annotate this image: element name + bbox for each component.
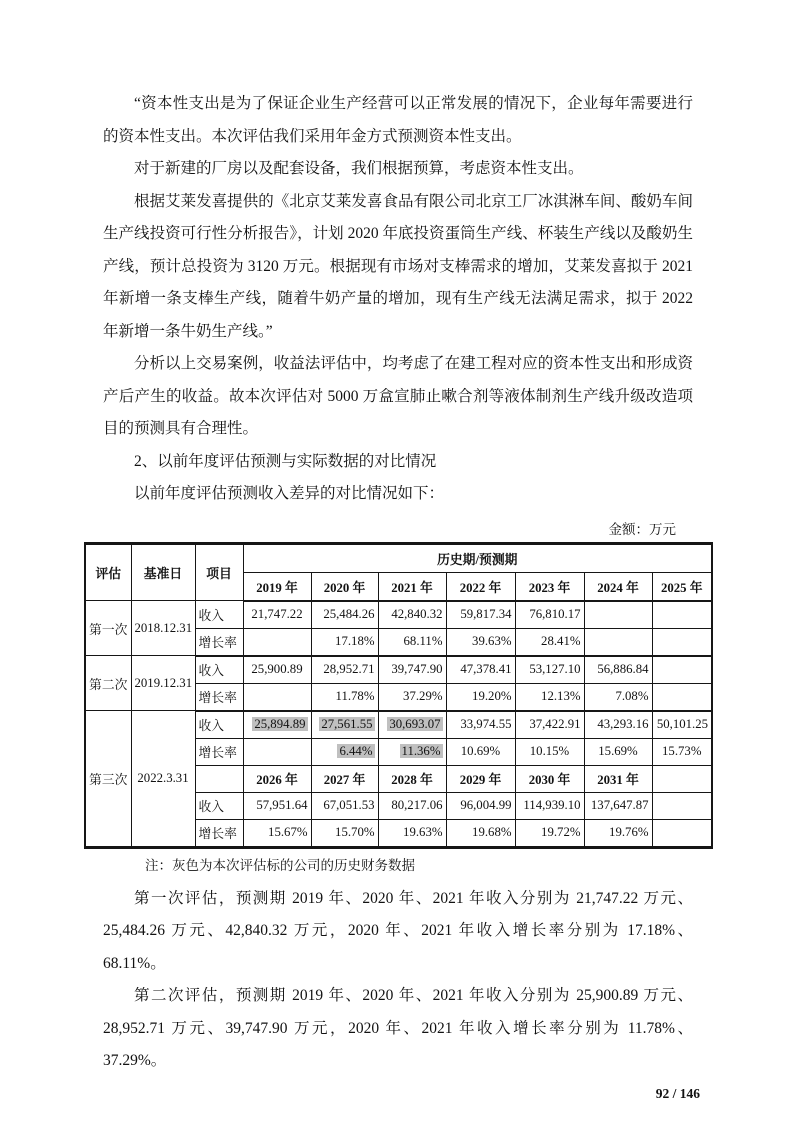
table-cell: 10.69% (446, 738, 515, 765)
table-cell: 50,101.25 (652, 711, 712, 739)
paragraph-ailaifaxi-investment: 根据艾莱发喜提供的《北京艾莱发喜食品有限公司北京工厂冰淇淋车间、酸奶车间生产线投资可行性分析报告》，计划 2020 年底投资蛋筒生产线、杯装生产线以及酸奶生产线，预计总投资为 3120 万元。根据现有市场对支棒需求的增加，艾莱发喜拟于 2021 年新增一条支棒生产线，随着牛奶产量的增加，现有生产线无法满足需求，拟于 2022 年新增一条牛奶生产线。” (103, 192, 693, 340)
table-cell: 25,484.26 (311, 601, 378, 629)
table-cell (243, 738, 311, 765)
table-cell (378, 738, 446, 765)
table-cell: 收入 (195, 711, 243, 739)
paragraph-new-plant-capex: 对于新建的厂房以及配套设备，我们根据预算，考虑资本性支出。 (134, 160, 584, 177)
table-cell: 67,051.53 (311, 792, 378, 819)
table-cell: 53,127.10 (515, 656, 584, 684)
table-cell (652, 765, 712, 792)
table-header-cell: 历史期/预测期 (243, 543, 712, 572)
paragraph-first-appraisal: 第一次评估，预测期 2019 年、2020 年、2021 年收入分别为 21,747.22 万元、25,484.26 万元、42,840.32 万元，2020 年、2021 年收入增长率分别为 17.18%、68.11%。 (103, 889, 693, 972)
table-cell: 增长率 (195, 819, 243, 847)
table-cell: 第三次 (85, 711, 131, 848)
table-header-cell: 2023 年 (515, 572, 584, 601)
table-cell: 39,747.90 (378, 656, 446, 684)
table-cell: 76,810.17 (515, 601, 584, 629)
table-cell: 15.67% (243, 819, 311, 847)
highlighted-historical-value: 27,561.55 (321, 717, 373, 731)
table-cell: 增长率 (195, 738, 243, 765)
table-cell: 15.69% (584, 738, 652, 765)
table-header-cell: 2027 年 (311, 765, 378, 792)
table-cell (243, 683, 311, 711)
table-header-cell: 评估 (85, 543, 131, 601)
table-cell (652, 819, 712, 847)
table-header-cell: 2024 年 (584, 572, 652, 601)
table-header-cell: 2029 年 (446, 765, 515, 792)
table-cell: 收入 (195, 656, 243, 684)
paragraph-analysis-conclusion: 分析以上交易案例，收益法评估中，均考虑了在建工程对应的资本性支出和形成资产后产生的收益。故本次评估对 5000 万盒宣肺止嗽合剂等液体制剂生产线升级改造项目的预测具有合理性。 (103, 355, 693, 437)
table-cell: 7.08% (584, 683, 652, 711)
table-cell (584, 601, 652, 629)
table-body (85, 543, 712, 847)
table-cell: 2018.12.31 (131, 601, 195, 656)
table-cell: 59,817.34 (446, 601, 515, 629)
table-cell: 17.18% (311, 628, 378, 656)
table-cell: 47,378.41 (446, 656, 515, 684)
table-cell: 137,647.87 (584, 792, 652, 819)
table-cell (652, 601, 712, 629)
table-cell: 19.68% (446, 819, 515, 847)
table-cell: 2019.12.31 (131, 656, 195, 711)
body-text-bottom (103, 883, 693, 1078)
table-cell (195, 765, 243, 792)
table-cell: 收入 (195, 792, 243, 819)
highlighted-historical-value: 11.36% (401, 744, 441, 758)
table-note: 注：灰色为本次评估标的公司的历史财务数据 (145, 857, 415, 873)
table-cell: 39.63% (446, 628, 515, 656)
highlighted-historical-value: 30,693.07 (389, 717, 441, 731)
table-unit-label: 金额：万元 (608, 521, 676, 537)
highlighted-historical-value: 6.44% (339, 744, 373, 758)
table-cell (378, 711, 446, 739)
table-cell: 10.15% (515, 738, 584, 765)
table-cell: 21,747.22 (243, 601, 311, 629)
table-cell: 2022.3.31 (131, 711, 195, 848)
table-header-cell: 2020 年 (311, 572, 378, 601)
table-header-cell: 基准日 (131, 543, 195, 601)
table-header-cell: 2030 年 (515, 765, 584, 792)
table-cell: 19.72% (515, 819, 584, 847)
forecast-comparison-table (84, 542, 713, 849)
paragraph-capex-definition: “资本性支出是为了保证企业生产经营可以正常发展的情况下，企业每年需要进行的资本性支出。本次评估我们采用年金方式预测资本性支出。 (103, 95, 693, 145)
table-cell: 42,840.32 (378, 601, 446, 629)
table-header-cell: 2026 年 (243, 765, 311, 792)
body-text-top (103, 88, 693, 511)
table-cell: 33,974.55 (446, 711, 515, 739)
page-number: 92 / 146 (655, 1085, 700, 1101)
highlighted-historical-value: 25,894.89 (254, 717, 306, 731)
table-cell: 56,886.84 (584, 656, 652, 684)
table-cell: 43,293.16 (584, 711, 652, 739)
table-cell: 80,217.06 (378, 792, 446, 819)
table-cell (652, 656, 712, 684)
table-cell: 增长率 (195, 683, 243, 711)
table-cell: 114,939.10 (515, 792, 584, 819)
table-cell: 25,900.89 (243, 656, 311, 684)
table-cell: 19.63% (378, 819, 446, 847)
table-cell: 15.70% (311, 819, 378, 847)
table-cell: 收入 (195, 601, 243, 629)
table-cell: 68.11% (378, 628, 446, 656)
table-cell (311, 711, 378, 739)
table-cell: 12.13% (515, 683, 584, 711)
paragraph-second-appraisal: 第二次评估，预测期 2019 年、2020 年、2021 年收入分别为 25,900.89 万元、28,952.71 万元、39,747.90 万元，2020 年、2021 年收入增长率分别为 11.78%、37.29%。 (103, 987, 693, 1069)
table-header-cell: 2022 年 (446, 572, 515, 601)
table-cell (584, 628, 652, 656)
table-cell: 15.73% (652, 738, 712, 765)
table-cell: 57,951.64 (243, 792, 311, 819)
table-cell (652, 792, 712, 819)
section-heading-2: 2、以前年度评估预测与实际数据的对比情况 (134, 452, 437, 470)
table-cell: 第一次 (85, 601, 131, 656)
paragraph-table-lead-in: 以前年度评估预测收入差异的对比情况如下： (134, 485, 445, 502)
table-cell: 第二次 (85, 656, 131, 711)
table-cell: 19.76% (584, 819, 652, 847)
table-cell (243, 628, 311, 656)
table-header-cell: 2031 年 (584, 765, 652, 792)
table-header-cell: 2021 年 (378, 572, 446, 601)
table-header-cell: 2025 年 (652, 572, 712, 601)
table-cell (652, 628, 712, 656)
table-cell: 96,004.99 (446, 792, 515, 819)
table-cell: 增长率 (195, 628, 243, 656)
table-cell: 19.20% (446, 683, 515, 711)
table-cell: 28.41% (515, 628, 584, 656)
table-cell: 11.78% (311, 683, 378, 711)
table-cell: 28,952.71 (311, 656, 378, 684)
table-cell: 37,422.91 (515, 711, 584, 739)
table-header-cell: 2019 年 (243, 572, 311, 601)
table-header-cell: 2028 年 (378, 765, 446, 792)
table-cell (311, 738, 378, 765)
table-cell (652, 683, 712, 711)
table-cell (243, 711, 311, 739)
table-cell: 37.29% (378, 683, 446, 711)
table-header-cell: 项目 (195, 543, 243, 601)
